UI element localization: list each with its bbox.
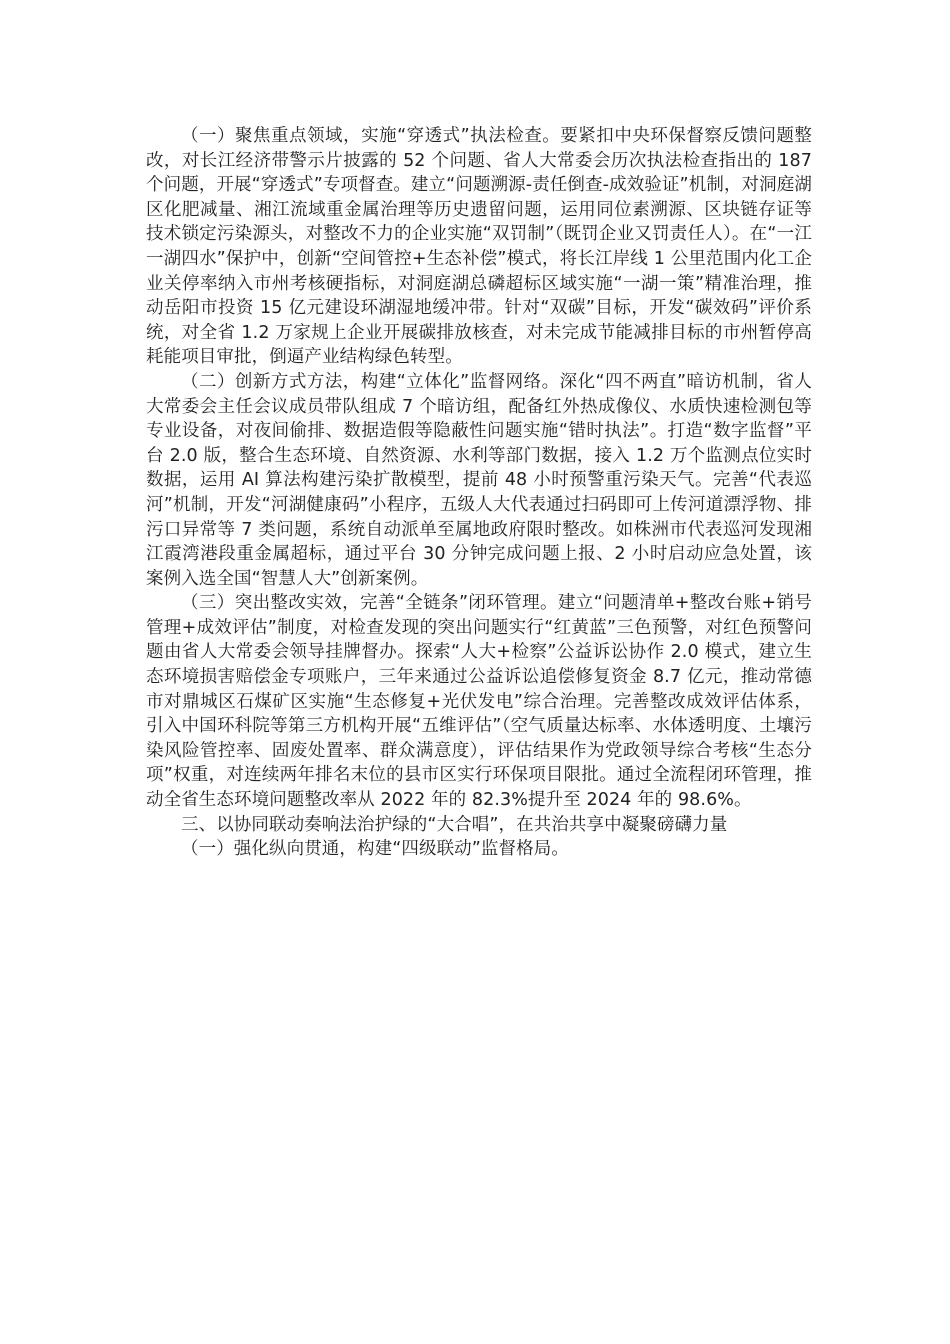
document-body xyxy=(146,124,812,862)
paragraph-innovate-methods: （二）创新方式方法，构建“立体化”监督网络。深化“四不两直”暗访机制，省人大常委会主任会议成员带队组成 7 个暗访组，配备红外热成像仪、水质快速检测包等专业设备，对夜间偷排、数据造假等隐蔽性问题实施“错时执法”。打造“数字监督”平台 2.0 版，整合生态环境、自然资源、水利等部门数据，接入 1.2 万个监测点位实时数据，运用 AI 算法构建污染扩散模型，提前 48 小时预警重污染天气。完善“代表巡河”机制，开发“河湖健康码”小程序，五级人大代表通过扫码即可上传河道漂浮物、排污口异常等 7 类问题，系统自动派单至属地政府限时整改。如株洲市代表巡河发现湘江霞湾港段重金属超标，通过平台 30 分钟完成问题上报、2 小时启动应急处置，该案例入选全国“智慧人大”创新案例。 xyxy=(146,371,812,589)
sub-heading: （一）强化纵向贯通，构建“四级联动”监督格局。 xyxy=(181,839,569,860)
paragraph-rectification-results: （三）突出整改实效，完善“全链条”闭环管理。建立“问题清单+整改台账+销号管理+成效评估”制度，对检查发现的突出问题实行“红黄蓝”三色预警，对红色预警问题由省人大常委会领导挂牌督办。探索“人大+检察”公益诉讼协作 2.0 模式，建立生态环境损害赔偿金专项账户，三年来通过公益诉讼追偿修复资金 8.7 亿元，推动常德市对鼎城区石煤矿区实施“生态修复+光伏发电”综合治理。完善整改成效评估体系，引入中国环科院等第三方机构开展“五维评估”（空气质量达标率、水体透明度、土壤污染风险管控率、固废处置率、群众满意度），评估结果作为党政领导综合考核“生态分项”权重，对连续两年排名末位的县市区实行环保项目限批。通过全流程闭环管理，推动全省生态环境问题整改率从 2022 年的 82.3%提升至 2024 年的 98.6%。 xyxy=(146,593,812,811)
paragraph-focus-key-areas: （一）聚焦重点领域，实施“穿透式”执法检查。要紧扣中央环保督察反馈问题整改，对长江经济带警示片披露的 52 个问题、省人大常委会历次执法检查指出的 187 个问题，开展“穿透式”专项督查。建立“问题溯源-责任倒查-成效验证”机制，对洞庭湖区化肥减量、湘江流域重金属治理等历史遗留问题，运用同位素溯源、区块链存证等技术锁定污染源头，对整改不力的企业实施“双罚制”（既罚企业又罚责任人）。在“一江一湖四水”保护中，创新“空间管控+生态补偿”模式，将长江岸线 1 公里范围内化工企业关停率纳入市州考核硬指标，对洞庭湖总磷超标区域实施“一湖一策”精准治理，推动岳阳市投资 15 亿元建设环湖湿地缓冲带。针对“双碳”目标，开发“碳效码”评价系统，对全省 1.2 万家规上企业开展碳排放核查，对未完成节能减排目标的市州暂停高耗能项目审批，倒逼产业结构绿色转型。 xyxy=(146,126,812,368)
section-heading: 三、以协同联动奏响法治护绿的“大合唱”，在共治共享中凝聚磅礴力量 xyxy=(181,814,728,835)
